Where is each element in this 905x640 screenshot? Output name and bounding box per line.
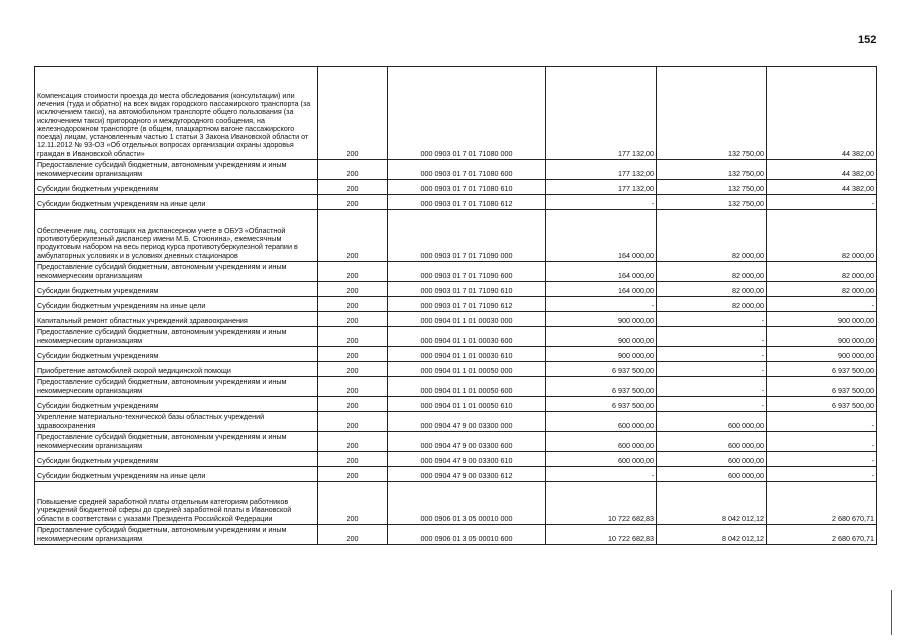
- row-code: 200: [318, 412, 388, 432]
- row-name: Компенсация стоимости проезда до места обследования (консультации) или лечения (туда и обратно) на всех видах городского пассажирского транспорта (за исключением такси), на автомобильном транспорте общего пользования (за исключением такси) пригородного и междугородного сообщения, на железнодорожном транспорте (в общем, плацкартном вагоне пассажирского поезда) лицам, установленным частью 1 статьи 3 Закона Ивановской области от 12.11.2012 № 93-ОЗ «Об отдельных вопросах организации охраны здоровья граждан в Ивановской области»: [35, 67, 318, 160]
- row-name: Укрепление материально-технической базы областных учреждений здравоохранения: [35, 412, 318, 432]
- row-value-2: -: [657, 362, 767, 377]
- table-row: [35, 452, 877, 467]
- row-classification-code: 000 0904 01 1 01 00030 610: [388, 347, 546, 362]
- row-value-2: -: [657, 377, 767, 397]
- table-row: [35, 525, 877, 545]
- row-value-2: -: [657, 327, 767, 347]
- row-value-3: 44 382,00: [767, 160, 877, 180]
- row-classification-code: 000 0906 01 3 05 00010 600: [388, 525, 546, 545]
- row-code: 200: [318, 312, 388, 327]
- table-row: [35, 180, 877, 195]
- row-value-1: -: [546, 467, 657, 482]
- row-value-3: -: [767, 412, 877, 432]
- row-value-1: 900 000,00: [546, 327, 657, 347]
- row-classification-code: 000 0904 47 9 00 03300 000: [388, 412, 546, 432]
- row-classification-code: 000 0904 47 9 00 03300 610: [388, 452, 546, 467]
- row-value-2: 132 750,00: [657, 67, 767, 160]
- row-value-3: 2 680 670,71: [767, 525, 877, 545]
- row-classification-code: 000 0906 01 3 05 00010 000: [388, 482, 546, 525]
- row-code: 200: [318, 482, 388, 525]
- table-row: [35, 432, 877, 452]
- row-value-3: 6 937 500,00: [767, 362, 877, 377]
- row-name: Субсидии бюджетным учреждениям на иные цели: [35, 467, 318, 482]
- row-value-3: 2 680 670,71: [767, 482, 877, 525]
- row-value-3: -: [767, 297, 877, 312]
- row-code: 200: [318, 525, 388, 545]
- row-code: 200: [318, 397, 388, 412]
- row-classification-code: 000 0903 01 7 01 71090 600: [388, 262, 546, 282]
- row-classification-code: 000 0904 01 1 01 00050 600: [388, 377, 546, 397]
- row-classification-code: 000 0903 01 7 01 71090 610: [388, 282, 546, 297]
- row-classification-code: 000 0904 01 1 01 00030 600: [388, 327, 546, 347]
- page-number: 152: [858, 34, 877, 46]
- row-value-2: 132 750,00: [657, 195, 767, 210]
- row-value-1: 164 000,00: [546, 262, 657, 282]
- table-row: [35, 297, 877, 312]
- row-value-2: 132 750,00: [657, 160, 767, 180]
- row-code: 200: [318, 160, 388, 180]
- row-value-2: 82 000,00: [657, 297, 767, 312]
- row-name: Приобретение автомобилей скорой медицинской помощи: [35, 362, 318, 377]
- row-value-3: -: [767, 467, 877, 482]
- row-value-2: 8 042 012,12: [657, 482, 767, 525]
- row-classification-code: 000 0903 01 7 01 71080 000: [388, 67, 546, 160]
- row-value-1: 10 722 682,83: [546, 525, 657, 545]
- row-value-3: 44 382,00: [767, 180, 877, 195]
- row-value-1: -: [546, 195, 657, 210]
- row-value-1: 177 132,00: [546, 67, 657, 160]
- row-value-2: 82 000,00: [657, 210, 767, 262]
- row-code: 200: [318, 467, 388, 482]
- table-row: [35, 67, 877, 160]
- row-code: 200: [318, 210, 388, 262]
- row-value-2: -: [657, 347, 767, 362]
- row-name: Предоставление субсидий бюджетным, автономным учреждениям и иным некоммерческим организациям: [35, 525, 318, 545]
- row-value-2: 600 000,00: [657, 432, 767, 452]
- row-value-1: 600 000,00: [546, 412, 657, 432]
- table-row: [35, 312, 877, 327]
- row-value-3: -: [767, 432, 877, 452]
- row-classification-code: 000 0903 01 7 01 71090 612: [388, 297, 546, 312]
- row-name: Предоставление субсидий бюджетным, автономным учреждениям и иным некоммерческим организациям: [35, 327, 318, 347]
- row-value-2: 600 000,00: [657, 467, 767, 482]
- row-classification-code: 000 0903 01 7 01 71080 612: [388, 195, 546, 210]
- table-row: [35, 467, 877, 482]
- row-classification-code: 000 0904 47 9 00 03300 600: [388, 432, 546, 452]
- row-code: 200: [318, 377, 388, 397]
- row-name: Предоставление субсидий бюджетным, автономным учреждениям и иным некоммерческим организациям: [35, 432, 318, 452]
- row-value-2: 600 000,00: [657, 452, 767, 467]
- row-code: 200: [318, 195, 388, 210]
- budget-table: [34, 66, 877, 545]
- row-value-1: 164 000,00: [546, 282, 657, 297]
- row-name: Субсидии бюджетным учреждениям: [35, 282, 318, 297]
- row-classification-code: 000 0904 47 9 00 03300 612: [388, 467, 546, 482]
- row-value-2: 8 042 012,12: [657, 525, 767, 545]
- row-value-1: 600 000,00: [546, 452, 657, 467]
- row-classification-code: 000 0903 01 7 01 71080 610: [388, 180, 546, 195]
- row-value-2: 132 750,00: [657, 180, 767, 195]
- row-value-3: 900 000,00: [767, 327, 877, 347]
- row-value-3: 900 000,00: [767, 312, 877, 327]
- table-row: [35, 282, 877, 297]
- row-value-1: 600 000,00: [546, 432, 657, 452]
- row-name: Капитальный ремонт областных учреждений здравоохранения: [35, 312, 318, 327]
- table-row: [35, 482, 877, 525]
- table-row: [35, 262, 877, 282]
- table-row: [35, 347, 877, 362]
- row-value-1: 900 000,00: [546, 312, 657, 327]
- row-name: Субсидии бюджетным учреждениям: [35, 347, 318, 362]
- row-name: Обеспечение лиц, состоящих на диспансерном учете в ОБУЗ «Областной противотуберкулезный диспансер имени М.Б. Стоюнина», ежемесячным продуктовым набором на весь период курса противотуберкулезной терапии в амбулаторных условиях и в условиях дневных стационаров: [35, 210, 318, 262]
- row-value-1: 6 937 500,00: [546, 377, 657, 397]
- row-code: 200: [318, 297, 388, 312]
- row-name: Повышение средней заработной платы отдельным категориям работников учреждений бюджетной сферы до средней заработной платы в Ивановской области в соответствии с указами Президента Российской Федерации: [35, 482, 318, 525]
- table-row: [35, 377, 877, 397]
- row-value-1: 177 132,00: [546, 180, 657, 195]
- row-value-2: -: [657, 312, 767, 327]
- row-code: 200: [318, 432, 388, 452]
- row-code: 200: [318, 180, 388, 195]
- row-classification-code: 000 0904 01 1 01 00050 000: [388, 362, 546, 377]
- row-value-2: -: [657, 397, 767, 412]
- row-classification-code: 000 0903 01 7 01 71090 000: [388, 210, 546, 262]
- row-name: Предоставление субсидий бюджетным, автономным учреждениям и иным некоммерческим организациям: [35, 160, 318, 180]
- row-value-2: 600 000,00: [657, 412, 767, 432]
- table-row: [35, 397, 877, 412]
- page-margin-mark: [891, 590, 892, 635]
- row-value-3: 82 000,00: [767, 282, 877, 297]
- row-value-1: 10 722 682,83: [546, 482, 657, 525]
- row-value-1: 6 937 500,00: [546, 397, 657, 412]
- row-value-3: 6 937 500,00: [767, 397, 877, 412]
- row-name: Субсидии бюджетным учреждениям: [35, 452, 318, 467]
- row-classification-code: 000 0903 01 7 01 71080 600: [388, 160, 546, 180]
- row-value-3: -: [767, 195, 877, 210]
- row-value-1: -: [546, 297, 657, 312]
- row-value-3: 900 000,00: [767, 347, 877, 362]
- row-name: Предоставление субсидий бюджетным, автономным учреждениям и иным некоммерческим организациям: [35, 377, 318, 397]
- row-name: Субсидии бюджетным учреждениям: [35, 180, 318, 195]
- row-value-3: 82 000,00: [767, 262, 877, 282]
- row-code: 200: [318, 362, 388, 377]
- row-name: Субсидии бюджетным учреждениям: [35, 397, 318, 412]
- row-code: 200: [318, 282, 388, 297]
- row-name: Субсидии бюджетным учреждениям на иные цели: [35, 297, 318, 312]
- row-classification-code: 000 0904 01 1 01 00050 610: [388, 397, 546, 412]
- row-value-1: 6 937 500,00: [546, 362, 657, 377]
- row-code: 200: [318, 262, 388, 282]
- table-row: [35, 362, 877, 377]
- table-row: [35, 160, 877, 180]
- table-row: [35, 195, 877, 210]
- row-name: Субсидии бюджетным учреждениям на иные цели: [35, 195, 318, 210]
- row-name: Предоставление субсидий бюджетным, автономным учреждениям и иным некоммерческим организациям: [35, 262, 318, 282]
- table-row: [35, 412, 877, 432]
- row-classification-code: 000 0904 01 1 01 00030 000: [388, 312, 546, 327]
- row-code: 200: [318, 347, 388, 362]
- row-value-1: 164 000,00: [546, 210, 657, 262]
- row-value-3: -: [767, 452, 877, 467]
- row-value-1: 900 000,00: [546, 347, 657, 362]
- row-value-3: 6 937 500,00: [767, 377, 877, 397]
- row-value-1: 177 132,00: [546, 160, 657, 180]
- row-value-2: 82 000,00: [657, 262, 767, 282]
- row-value-3: 44 382,00: [767, 67, 877, 160]
- row-value-2: 82 000,00: [657, 282, 767, 297]
- row-code: 200: [318, 327, 388, 347]
- row-code: 200: [318, 452, 388, 467]
- table-row: [35, 327, 877, 347]
- table-row: [35, 210, 877, 262]
- row-code: 200: [318, 67, 388, 160]
- row-value-3: 82 000,00: [767, 210, 877, 262]
